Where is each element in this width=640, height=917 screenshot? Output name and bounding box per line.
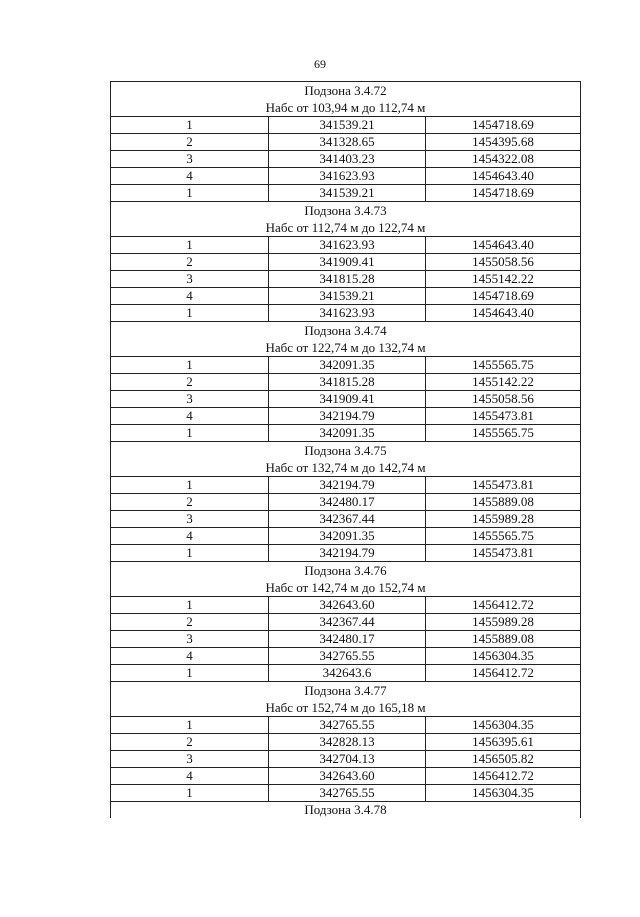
y-coordinate-cell: 1454718.69 [426, 185, 581, 202]
x-coordinate-cell: 342194.79 [269, 408, 426, 425]
point-number-cell: 4 [111, 768, 269, 785]
x-coordinate-cell: 342704.13 [269, 751, 426, 768]
y-coordinate-cell: 1455473.81 [426, 545, 581, 562]
zone-header [111, 562, 581, 597]
table-row [111, 734, 581, 751]
y-coordinate-cell: 1454643.40 [426, 237, 581, 254]
x-coordinate-cell: 342765.55 [269, 717, 426, 734]
y-coordinate-cell: 1454718.69 [426, 117, 581, 134]
point-number-cell: 3 [111, 271, 269, 288]
x-coordinate-cell: 341623.93 [269, 168, 426, 185]
zone-title: Подзона 3.4.77 [304, 683, 387, 698]
y-coordinate-cell: 1454718.69 [426, 288, 581, 305]
x-coordinate-cell: 342643.60 [269, 768, 426, 785]
page-number: 69 [314, 57, 326, 71]
x-coordinate-cell: 341815.28 [269, 374, 426, 391]
zone-height-range: Набс от 142,74 м до 152,74 м [265, 580, 426, 595]
zone-height-range: Набс от 103,94 м до 112,74 м [265, 100, 426, 115]
y-coordinate-cell: 1455889.08 [426, 494, 581, 511]
x-coordinate-cell: 342367.44 [269, 511, 426, 528]
point-number-cell: 1 [111, 185, 269, 202]
y-coordinate-cell: 1456412.72 [426, 665, 581, 682]
x-coordinate-cell: 342367.44 [269, 614, 426, 631]
zone-header [111, 802, 581, 819]
table-row [111, 511, 581, 528]
y-coordinate-cell: 1455142.22 [426, 374, 581, 391]
y-coordinate-cell: 1454643.40 [426, 305, 581, 322]
zone-header-row [111, 442, 581, 477]
y-coordinate-cell: 1454395.68 [426, 134, 581, 151]
y-coordinate-cell: 1455058.56 [426, 254, 581, 271]
x-coordinate-cell: 342091.35 [269, 425, 426, 442]
table-row [111, 288, 581, 305]
table-row [111, 494, 581, 511]
x-coordinate-cell: 341623.93 [269, 305, 426, 322]
zone-header-row [111, 322, 581, 357]
table-row [111, 117, 581, 134]
point-number-cell: 1 [111, 665, 269, 682]
x-coordinate-cell: 341403.23 [269, 151, 426, 168]
table-row [111, 408, 581, 425]
table-row [111, 151, 581, 168]
zone-header-row [111, 562, 581, 597]
point-number-cell: 1 [111, 785, 269, 802]
zone-height-range: Набс от 152,74 м до 165,18 м [265, 700, 426, 715]
y-coordinate-cell: 1455989.28 [426, 614, 581, 631]
y-coordinate-cell: 1455889.08 [426, 631, 581, 648]
point-number-cell: 1 [111, 237, 269, 254]
zone-header [111, 682, 581, 717]
table-row [111, 717, 581, 734]
x-coordinate-cell: 341328.65 [269, 134, 426, 151]
zone-height-range: Набс от 122,74 м до 132,74 м [265, 340, 426, 355]
table-row [111, 134, 581, 151]
zone-header [111, 442, 581, 477]
table-row [111, 305, 581, 322]
table-row [111, 185, 581, 202]
y-coordinate-cell: 1456304.35 [426, 717, 581, 734]
zone-title: Подзона 3.4.74 [304, 323, 387, 338]
coordinates-table [110, 81, 581, 818]
zone-header-row [111, 802, 581, 819]
y-coordinate-cell: 1456304.35 [426, 785, 581, 802]
point-number-cell: 1 [111, 545, 269, 562]
y-coordinate-cell: 1455565.75 [426, 425, 581, 442]
point-number-cell: 4 [111, 288, 269, 305]
x-coordinate-cell: 341815.28 [269, 271, 426, 288]
x-coordinate-cell: 341909.41 [269, 391, 426, 408]
table-row [111, 631, 581, 648]
table-row [111, 768, 581, 785]
y-coordinate-cell: 1456505.82 [426, 751, 581, 768]
table-row [111, 751, 581, 768]
point-number-cell: 2 [111, 614, 269, 631]
y-coordinate-cell: 1455473.81 [426, 477, 581, 494]
point-number-cell: 4 [111, 528, 269, 545]
zone-header [111, 202, 581, 237]
point-number-cell: 3 [111, 631, 269, 648]
y-coordinate-cell: 1455989.28 [426, 511, 581, 528]
point-number-cell: 4 [111, 648, 269, 665]
y-coordinate-cell: 1454643.40 [426, 168, 581, 185]
y-coordinate-cell: 1456412.72 [426, 597, 581, 614]
point-number-cell: 2 [111, 494, 269, 511]
y-coordinate-cell: 1456412.72 [426, 768, 581, 785]
zone-header-row [111, 682, 581, 717]
point-number-cell: 3 [111, 751, 269, 768]
x-coordinate-cell: 342480.17 [269, 631, 426, 648]
zone-title: Подзона 3.4.73 [304, 203, 387, 218]
point-number-cell: 2 [111, 734, 269, 751]
x-coordinate-cell: 341539.21 [269, 185, 426, 202]
table-row [111, 254, 581, 271]
point-number-cell: 1 [111, 477, 269, 494]
table-row [111, 785, 581, 802]
table-row [111, 271, 581, 288]
table-row [111, 477, 581, 494]
point-number-cell: 1 [111, 425, 269, 442]
point-number-cell: 1 [111, 597, 269, 614]
point-number-cell: 1 [111, 305, 269, 322]
table-row [111, 528, 581, 545]
table-row [111, 665, 581, 682]
x-coordinate-cell: 342643.60 [269, 597, 426, 614]
point-number-cell: 4 [111, 408, 269, 425]
y-coordinate-cell: 1455058.56 [426, 391, 581, 408]
point-number-cell: 2 [111, 134, 269, 151]
zone-title: Подзона 3.4.78 [304, 802, 387, 817]
table-row [111, 374, 581, 391]
x-coordinate-cell: 342643.6 [269, 665, 426, 682]
y-coordinate-cell: 1456304.35 [426, 648, 581, 665]
point-number-cell: 2 [111, 374, 269, 391]
x-coordinate-cell: 342091.35 [269, 528, 426, 545]
point-number-cell: 2 [111, 254, 269, 271]
point-number-cell: 1 [111, 357, 269, 374]
table-row [111, 425, 581, 442]
x-coordinate-cell: 341539.21 [269, 117, 426, 134]
zone-title: Подзона 3.4.75 [304, 443, 387, 458]
zone-height-range: Набс от 132,74 м до 142,74 м [265, 460, 426, 475]
y-coordinate-cell: 1455142.22 [426, 271, 581, 288]
table-row [111, 391, 581, 408]
y-coordinate-cell: 1455473.81 [426, 408, 581, 425]
point-number-cell: 4 [111, 168, 269, 185]
x-coordinate-cell: 342765.55 [269, 785, 426, 802]
point-number-cell: 3 [111, 511, 269, 528]
y-coordinate-cell: 1455565.75 [426, 357, 581, 374]
point-number-cell: 1 [111, 117, 269, 134]
point-number-cell: 1 [111, 717, 269, 734]
zone-header-row [111, 82, 581, 117]
x-coordinate-cell: 341623.93 [269, 237, 426, 254]
zone-height-range: Набс от 112,74 м до 122,74 м [265, 220, 426, 235]
zone-title: Подзона 3.4.72 [304, 83, 387, 98]
table-row [111, 614, 581, 631]
x-coordinate-cell: 342828.13 [269, 734, 426, 751]
y-coordinate-cell: 1455565.75 [426, 528, 581, 545]
table-row [111, 168, 581, 185]
point-number-cell: 3 [111, 151, 269, 168]
table-row [111, 357, 581, 374]
x-coordinate-cell: 341539.21 [269, 288, 426, 305]
y-coordinate-cell: 1454322.08 [426, 151, 581, 168]
table-row [111, 597, 581, 614]
x-coordinate-cell: 342480.17 [269, 494, 426, 511]
x-coordinate-cell: 342194.79 [269, 477, 426, 494]
zone-header [111, 322, 581, 357]
table-row [111, 648, 581, 665]
x-coordinate-cell: 341909.41 [269, 254, 426, 271]
zone-title: Подзона 3.4.76 [304, 563, 387, 578]
zone-header [111, 82, 581, 117]
y-coordinate-cell: 1456395.61 [426, 734, 581, 751]
point-number-cell: 3 [111, 391, 269, 408]
zone-header-row [111, 202, 581, 237]
table-row [111, 237, 581, 254]
x-coordinate-cell: 342194.79 [269, 545, 426, 562]
x-coordinate-cell: 342091.35 [269, 357, 426, 374]
x-coordinate-cell: 342765.55 [269, 648, 426, 665]
table-row [111, 545, 581, 562]
